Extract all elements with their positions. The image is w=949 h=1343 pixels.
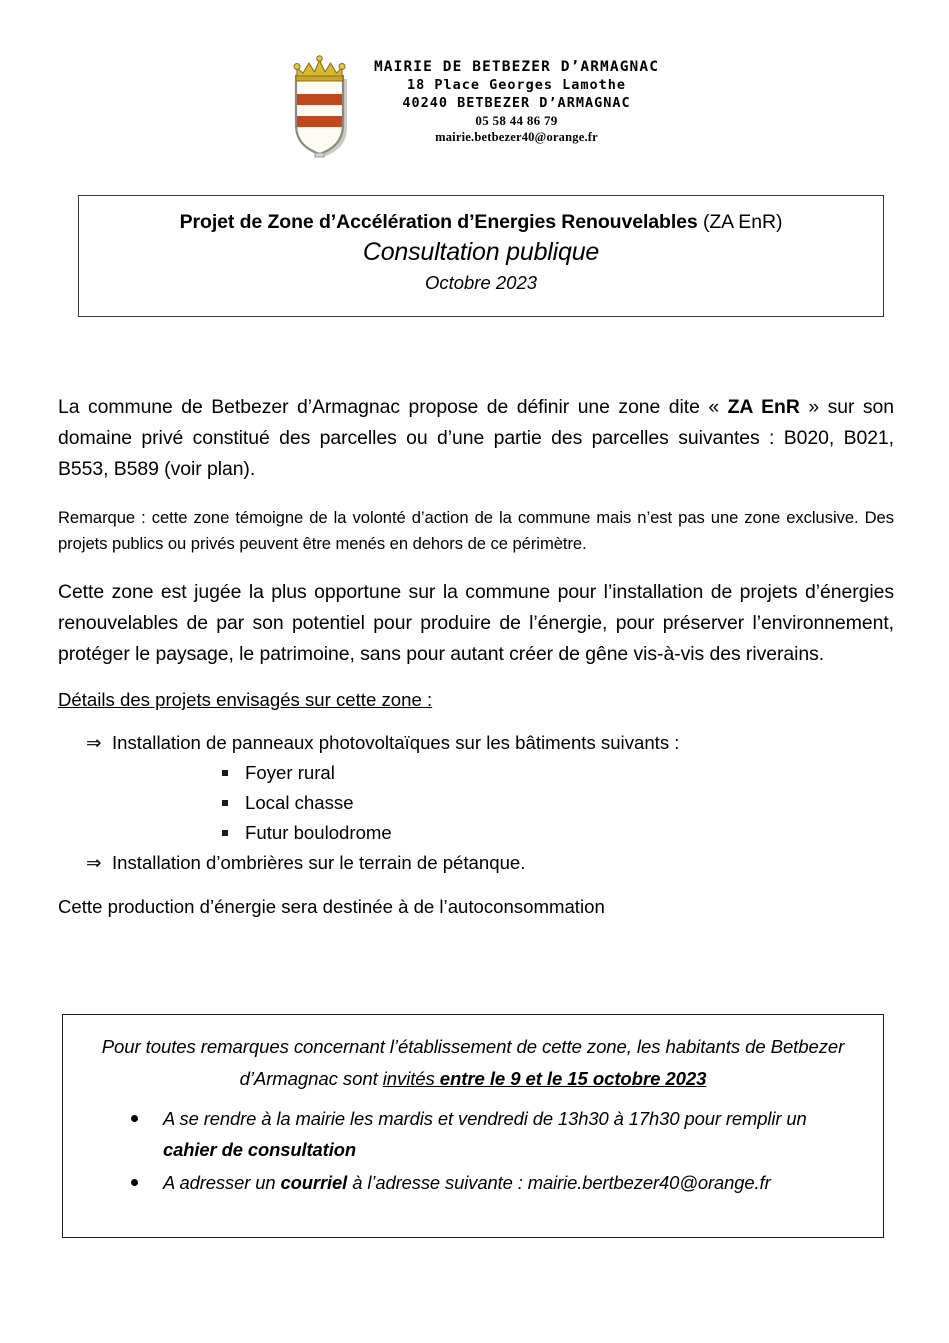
paragraph-zone-definition bbox=[58, 392, 894, 485]
title-box bbox=[78, 195, 884, 317]
building-name: Futur boulodrome bbox=[245, 822, 392, 843]
round-bullet-icon bbox=[131, 1115, 138, 1122]
list-item bbox=[58, 788, 894, 818]
page-subtitle: Consultation publique bbox=[362, 238, 600, 266]
arrow-item-1-label: Installation de panneaux photovoltaïques sur les bâtiments suivants : bbox=[112, 732, 680, 753]
mairie-street: 18 Place Georges Lamothe bbox=[406, 77, 627, 93]
square-bullet-icon bbox=[222, 800, 228, 806]
document-body bbox=[58, 392, 894, 922]
building-list bbox=[58, 758, 894, 848]
notice-item-2-text-a: A adresser un bbox=[163, 1172, 281, 1193]
para1-part-a: La commune de Betbezer d’Armagnac propose de définir une zone dite « bbox=[58, 396, 728, 418]
paragraph-justification: Cette zone est jugée la plus opportune sur la commune pour l’installation de projets d’énergies renouvelables de par son potentiel pour produire de l’énergie, pour préserver l’environnement, protéger le paysage, le patrimoine, sans pour autant créer de gêne vis-à-vis des riverains. bbox=[58, 581, 894, 665]
mairie-email: mairie.betbezer40@orange.fr bbox=[435, 130, 598, 144]
paragraph-autoconsommation: Cette production d’énergie sera destinée à de l’autoconsommation bbox=[58, 896, 605, 917]
coat-of-arms-icon bbox=[290, 52, 352, 160]
arrow-item-2-label: Installation d’ombrières sur le terrain de pétanque. bbox=[112, 852, 526, 873]
notice-action-list bbox=[89, 1103, 857, 1198]
letterhead bbox=[0, 52, 949, 160]
letterhead-text-block bbox=[374, 52, 659, 146]
za-enr-emphasis: ZA EnR bbox=[727, 396, 800, 418]
notice-item-1-bold: cahier de consultation bbox=[163, 1139, 356, 1160]
list-item bbox=[131, 1103, 857, 1165]
notice-intro-text: Pour toutes remarques concernant l’établissement de cette zone, les habitants de Betbezer d’Armagnac sont bbox=[101, 1036, 845, 1089]
double-arrow-icon: ⇒ bbox=[86, 732, 102, 753]
notice-dates-emphasis: entre le 9 et le 15 octobre 2023 bbox=[434, 1068, 707, 1089]
paragraph-remarque: Remarque : cette zone témoigne de la volonté d’action de la commune mais n’est pas une zone exclusive. Des projets publics ou privés peuvent être menés en dehors de ce périmètre. bbox=[58, 508, 894, 553]
para1-part-b: » sur son domaine privé constitué des parcelles ou d’une partie des parcelles suivantes : B020, B021, B553, B589 (voir plan). bbox=[58, 396, 895, 480]
mairie-name: MAIRIE DE BETBEZER D’ARMAGNAC bbox=[373, 59, 660, 75]
round-bullet-icon bbox=[131, 1179, 138, 1186]
double-arrow-icon: ⇒ bbox=[86, 852, 102, 873]
building-name: Local chasse bbox=[245, 792, 354, 813]
arrow-item-ombrieres bbox=[58, 848, 894, 878]
notice-intro bbox=[89, 1031, 857, 1095]
list-item bbox=[58, 818, 894, 848]
page-date: Octobre 2023 bbox=[424, 272, 538, 293]
notice-item-2-bold: courriel bbox=[280, 1172, 348, 1193]
page-title bbox=[79, 209, 883, 235]
notice-item-1-text-a: A se rendre à la mairie les mardis et vendredi de 13h30 à 17h30 pour remplir un bbox=[163, 1108, 807, 1129]
square-bullet-icon bbox=[222, 830, 228, 836]
list-item bbox=[58, 758, 894, 788]
page-title-suffix: (ZA EnR) bbox=[697, 211, 783, 233]
notice-box bbox=[62, 1014, 884, 1238]
list-item bbox=[131, 1167, 857, 1198]
section-heading-text: Détails des projets envisagés sur cette zone : bbox=[58, 689, 433, 710]
notice-item-2-text-b: à l’adresse suivante : mairie.bertbezer40@orange.fr bbox=[347, 1172, 771, 1193]
notice-invites-underline: invités bbox=[382, 1068, 435, 1089]
mairie-city: 40240 BETBEZER D’ARMAGNAC bbox=[402, 95, 631, 111]
section-heading-details bbox=[58, 686, 894, 714]
square-bullet-icon bbox=[222, 770, 228, 776]
building-name: Foyer rural bbox=[245, 762, 335, 783]
arrow-item-photovoltaique bbox=[58, 728, 894, 758]
page-title-bold: Projet de Zone d’Accélération d’Energies Renouvelables bbox=[179, 211, 698, 233]
mairie-phone: 05 58 44 86 79 bbox=[475, 113, 558, 128]
